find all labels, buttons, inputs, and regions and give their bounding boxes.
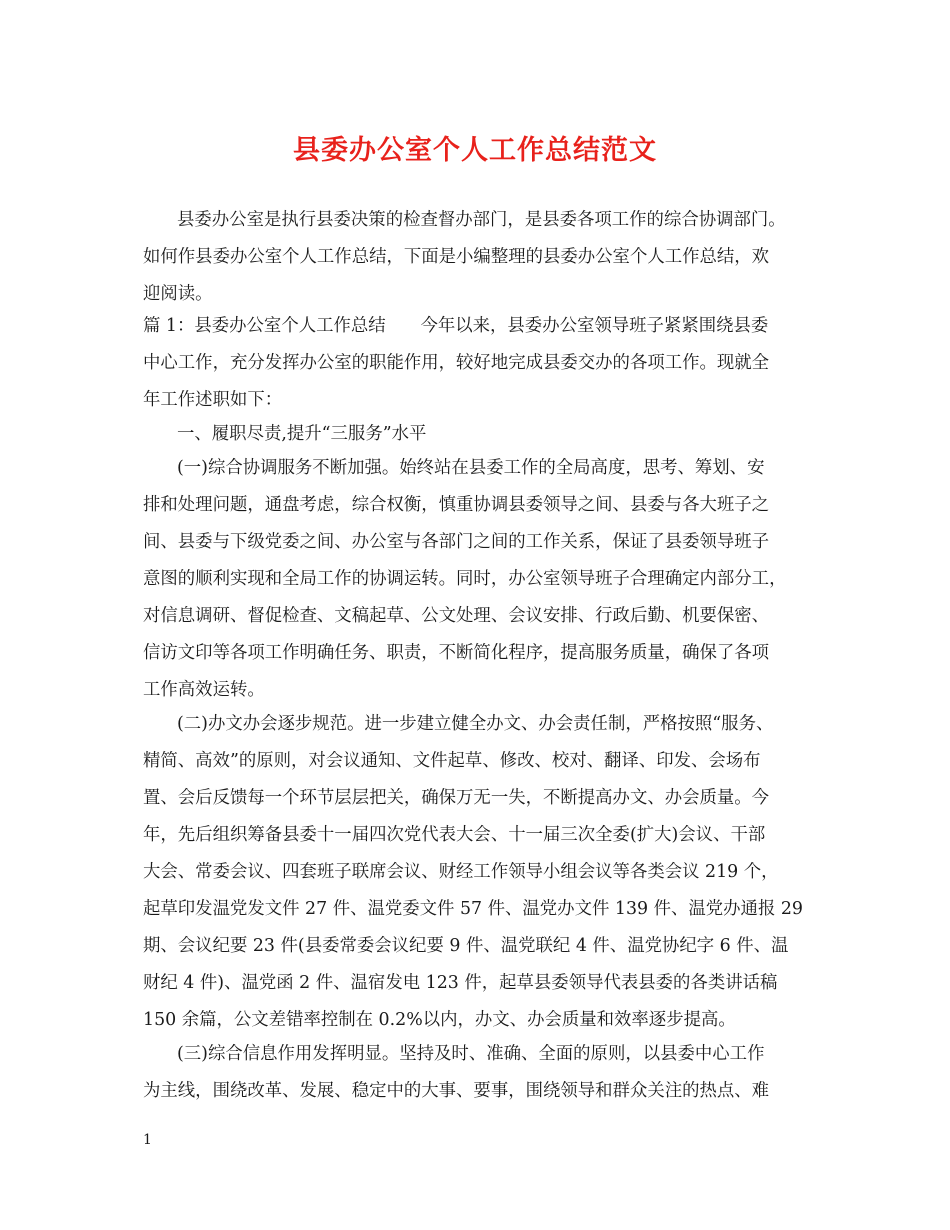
text-line: 为主线，围绕改革、发展、稳定中的大事、要事，围绕领导和群众关注的热点、难 xyxy=(143,1081,770,1101)
text-line: 置、会后反馈每一个环节层层把关，确保万无一失，不断提高办文、办会质量。今 xyxy=(143,788,770,808)
text-line: 年工作述职如下： xyxy=(143,390,283,410)
page-number: 1 xyxy=(143,1132,152,1148)
text-line: (一)综合协调服务不断加强。始终站在县委工作的全局高度，思考、筹划、安 xyxy=(177,458,765,478)
text-line: 工作高效运转。 xyxy=(143,680,265,700)
text-line: (三)综合信息作用发挥明显。坚持及时、准确、全面的原则，以县委中心工作 xyxy=(177,1044,765,1064)
text-line: 间、县委与下级党委之间、办公室与各部门之间的工作关系，保证了县委领导班子 xyxy=(143,532,770,552)
text-line: 县委办公室是执行县委决策的检查督办部门，是县委各项工作的综合协调部门。 xyxy=(177,210,786,230)
text-line: 对信息调研、督促检查、文稿起草、公文处理、会议安排、行政后勤、机要保密、 xyxy=(143,606,770,626)
text-line: 中心工作，充分发挥办公室的职能作用，较好地完成县委交办的各项工作。现就全 xyxy=(143,353,770,373)
text-line: 起草印发温党发文件 27 件、温党委文件 57 件、温党办文件 139 件、温党办通报 29 xyxy=(143,899,803,919)
text-line: (二)办文办会逐步规范。进一步建立健全办文、办会责任制，严格按照“服务、 xyxy=(177,714,774,734)
text-line: 精简、高效”的原则，对会议通知、文件起草、修改、校对、翻译、印发、会场布 xyxy=(143,751,761,771)
text-line: 150 余篇，公文差错率控制在 0.2%以内，办文、办会质量和效率逐步提高。 xyxy=(143,1010,736,1030)
text-line: 如何作县委办公室个人工作总结，下面是小编整理的县委办公室个人工作总结，欢 xyxy=(143,247,770,267)
text-line: 意图的顺利实现和全局工作的协调运转。同时，办公室领导班子合理确定内部分工， xyxy=(143,569,787,589)
document-title: 县委办公室个人工作总结范文 xyxy=(293,135,657,166)
text-line: 年，先后组织筹备县委十一届四次党代表大会、十一届三次全委(扩大)会议、干部 xyxy=(143,825,766,845)
text-line: 篇 1：县委办公室个人工作总结 今年以来，县委办公室领导班子紧紧围绕县委 xyxy=(143,316,769,336)
text-line: 信访文印等各项工作明确任务、职责，不断简化程序，提高服务质量，确保了各项 xyxy=(143,643,770,663)
section-heading: 一、履职尽责,提升“三服务”水平 xyxy=(177,424,427,444)
text-line: 迎阅读。 xyxy=(143,284,213,304)
text-line: 大会、常委会议、四套班子联席会议、财经工作领导小组会议等各类会议 219 个， xyxy=(143,862,779,882)
text-line: 排和处理问题，通盘考虑，综合权衡，慎重协调县委领导之间、县委与各大班子之 xyxy=(143,495,770,515)
text-line: 财纪 4 件)、温党函 2 件、温宿发电 123 件，起草县委领导代表县委的各类讲话稿 xyxy=(143,973,778,993)
text-line: 期、会议纪要 23 件(县委常委会议纪要 9 件、温党联纪 4 件、温党协纪字 6 件、温 xyxy=(143,936,789,956)
